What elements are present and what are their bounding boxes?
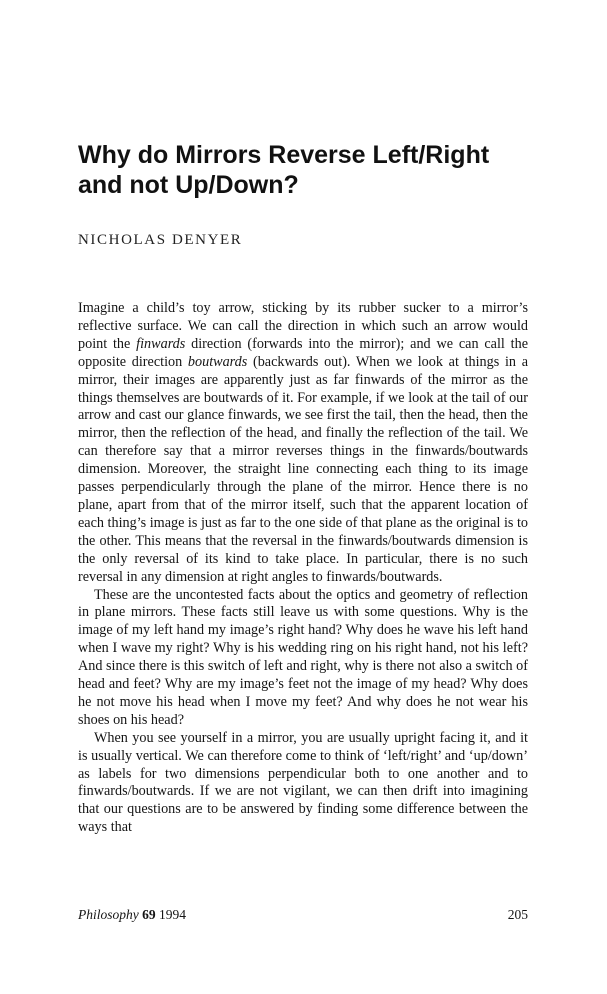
paragraph-1 (78, 300, 528, 587)
term-finwards: finwards (136, 335, 186, 352)
journal-name: Philosophy (78, 907, 139, 922)
author-name: NICHOLAS DENYER (78, 232, 243, 248)
article-title (78, 140, 548, 200)
page-number: 205 (507, 907, 528, 922)
page-footer (78, 907, 528, 923)
paragraph-1-part-c: (backwards out). When we look at things in a mirror, their images are apparently just as far finwards of the mirror as the things themselves are boutwards of it. For example, if we look at the tail of our arrow and cast our glance finwards, we see first the tail, then the head, then the mirror, then the reflection of the head, and finally the reflection of the tail. We can therefore say that a mirror reverses things in the finwards/boutwards dimension. Moreover, the straight line connecting each thing to its image passes perpendicularly through the plane of the mirror. Hence there is no plane, apart from that of the mirror itself, such that the apparent location of each thing’s image is just as far to the one side of that plane as the original is to the other. This means that the reversal in the finwards/boutwards dimension is the only reversal of its kind to take place. In particular, there is no such reversal in any dimension at right angles to finwards/boutwards. (78, 353, 528, 585)
article-title-line-1: Why do Mirrors Reverse Left/Right (78, 141, 490, 169)
article-body (78, 300, 528, 837)
paragraph-1-part-a: Imagine a child’s toy arrow, sticking by its rubber sucker to a mirror’s reflective surface. We can call the direction in which such an arrow would point the (78, 300, 528, 352)
journal-volume: 69 (142, 907, 156, 922)
paragraph-2: These are the uncontested facts about the optics and geometry of reflection in plane mirrors. These facts still leave us with some questions. Why is the image of my left hand my image’s right hand? Why does he wave his left hand when I wave my right? Why is his wedding ring on his right hand, not his left? And since there is this switch of left and right, why is there not also a switch of head and feet? Why are my image’s feet not the image of my head? Why does he not move his head when I move my feet? And why does he not wear his shoes on his head? (78, 586, 528, 728)
paragraph-1-part-b: direction (forwards into the mirror); and we can call the opposite direction (78, 335, 528, 370)
term-boutwards: boutwards (187, 353, 248, 370)
journal-year: 1994 (159, 907, 186, 922)
article-title-line-2: and not Up/Down? (78, 171, 299, 199)
paragraph-3: When you see yourself in a mirror, you are usually upright facing it, and it is usually vertical. We can therefore come to think of ‘left/right’ and ‘up/down’ as labels for two dimensions perpendicular both to one another and to finwards/boutwards. If we are not vigilant, we can then drift into imagining that our questions are to be answered by finding some difference between the ways that (78, 729, 528, 836)
